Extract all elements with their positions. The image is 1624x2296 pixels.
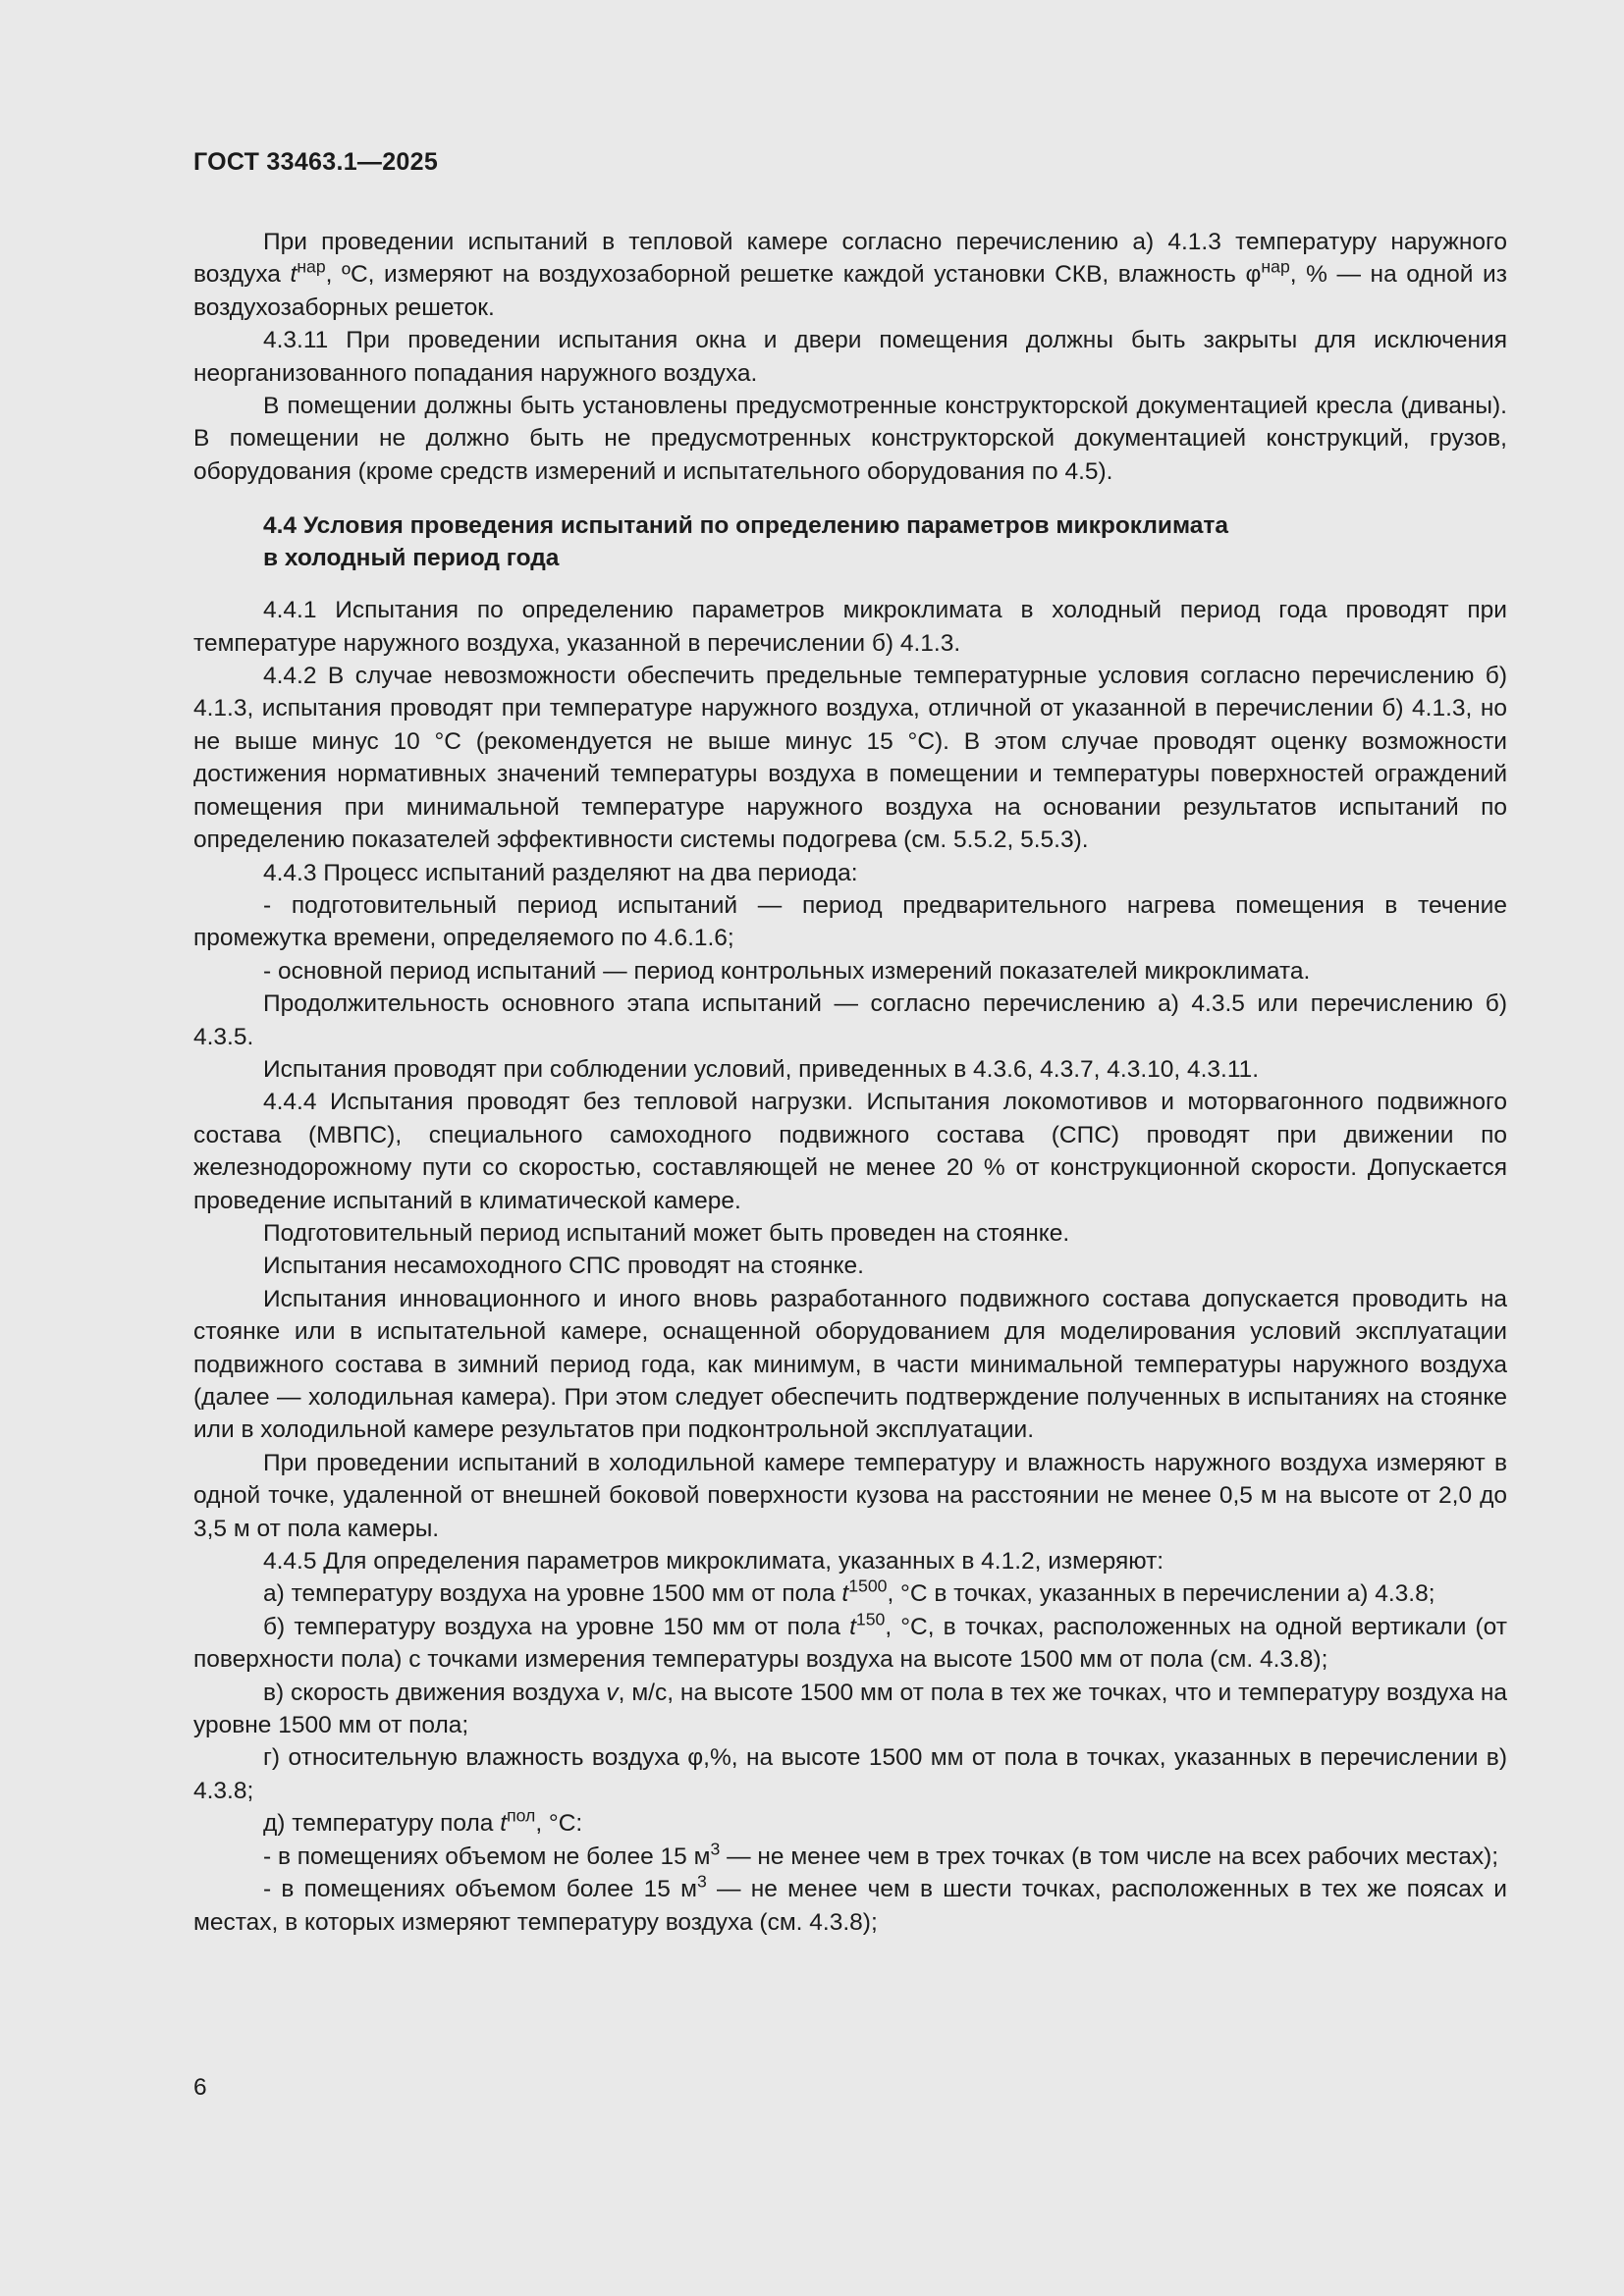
paragraph: 4.4.3 Процесс испытаний разделяют на два периода: <box>263 859 858 886</box>
page-body <box>193 226 1507 1939</box>
paragraph: - в помещениях объемом не более 15 $м^3$ — не менее чем в трех точках (в том числе на всех рабочих местах); <box>263 1839 1499 1870</box>
paragraph: Продолжительность основного этапа испытаний — согласно перечислению а) 4.3.5 или перечислению б) 4.3.5. <box>193 990 1507 1050</box>
page-number: 6 <box>193 2074 207 2101</box>
paragraph: При проведении испытаний в холодильной камере температуру и влажность наружного воздуха измеряют в одной точке, удаленной от внешней боковой поверхности кузова на расстоянии не менее 0,5 м на высоте от 2,0 до 3,5 м от пола камеры. <box>193 1449 1507 1542</box>
section-heading-line: в холодный период года <box>263 545 560 572</box>
paragraph: 4.3.11 При проведении испытания окна и двери помещения должны быть закрыты для исключения неорганизованного попадания наружного воздуха. <box>193 327 1507 387</box>
paragraph: д) температуру пола $t^{пол}$, °С: <box>263 1805 583 1838</box>
paragraph: Испытания несамоходного СПС проводят на стоянке. <box>263 1253 864 1280</box>
section-heading-line: 4.4 Условия проведения испытаний по определению параметров микроклимата <box>263 512 1229 540</box>
paragraph: 4.4.4 Испытания проводят без тепловой нагрузки. Испытания локомотивов и моторвагонного подвижного состава (МВПС), специального самоходного подвижного состава (СПС) проводят при движении по железнодорожному пути со скоростью, составляющей не менее 20 % от конструкционной скорости. Допускается проведение испытаний в климатической камере. <box>193 1089 1507 1214</box>
paragraph: Испытания проводят при соблюдении условий, приведенных в 4.3.6, 4.3.7, 4.3.10, 4.3.11. <box>263 1055 1260 1083</box>
paragraph: 4.4.1 Испытания по определению параметров микроклимата в холодный период года проводят при температуре наружного воздуха, указанной в перечислении б) 4.1.3. <box>193 597 1507 657</box>
paragraph: в) скорость движения воздуха v, м/с, на высоте 1500 мм от пола в тех же точках, что и температуру воздуха на уровне 1500 мм от пола; <box>193 1679 1508 1739</box>
paragraph: - в помещениях объемом более 15 $м^3$ — не менее чем в шести точках, расположенных в тех же поясах и местах, в которых измеряют температуру воздуха (см. 4.3.8); <box>193 1871 1507 1936</box>
paragraph: б) температуру воздуха на уровне 150 мм от пола $t^{150}$, °С, в точках, расположенных на одной вертикали (от поверхности пола) с точками измерения температуры воздуха на высоте 1500 мм от пола (см. 4.3.8); <box>193 1609 1507 1674</box>
paragraph: а) температуру воздуха на уровне 1500 мм от пола $t^{1500}$, °С в точках, указанных в перечислении а) 4.3.8; <box>263 1575 1435 1608</box>
paragraph: - основной период испытаний — период контрольных измерений показателей микроклимата. <box>263 957 1311 985</box>
document-code-header: ГОСТ 33463.1—2025 <box>193 148 439 176</box>
paragraph: 4.4.2 В случае невозможности обеспечить предельные температурные условия согласно перечислению б) 4.1.3, испытания проводят при температуре наружного воздуха, отличной от указанной в перечислении б) 4.1.3, но не выше минус 10 °С (рекомендуется не выше минус 15 °С). В этом случае проводят оценку возможности достижения нормативных значений температуры воздуха в помещении и температуры поверхностей ограждений помещения при минимальной температуре наружного воздуха на основании результатов испытаний по определению показателей эффективности системы подогрева (см. 5.5.2, 5.5.3). <box>193 663 1507 854</box>
paragraph: Подготовительный период испытаний может быть проведен на стоянке. <box>263 1219 1070 1247</box>
paragraph: В помещении должны быть установлены предусмотренные конструкторской документацией кресла (диваны). В помещении не должно быть не предусмотренных конструкторской документацией конструкций, грузов, оборудования (кроме средств измерений и испытательного оборудования по 4.5). <box>193 393 1507 485</box>
paragraph: При проведении испытаний в тепловой камере согласно перечислению а) 4.1.3 температуру наружного воздуха $t^{нар}$, ºС, измеряют на воздухозаборной решетке каждой установки СКВ, влажность $\varphi^{нар}$, % — на одной из воздухозаборных решеток. <box>193 229 1507 321</box>
section-heading <box>263 509 1507 574</box>
paragraph: Испытания инновационного и иного вновь разработанного подвижного состава допускается проводить на стоянке или в испытательной камере, оснащенной оборудованием для моделирования условий эксплуатации подвижного состава в зимний период года, как минимум, в части минимальной температуры наружного воздуха (далее — холодильная камера). При этом следует обеспечить подтверждение полученных в испытаниях на стоянке или в холодильной камере результатов при подконтрольной эксплуатации. <box>193 1285 1507 1444</box>
paragraph: г) относительную влажность воздуха φ,%, на высоте 1500 мм от пола в точках, указанных в перечислении в) 4.3.8; <box>193 1744 1507 1804</box>
paragraph: 4.4.5 Для определения параметров микроклимата, указанных в 4.1.2, измеряют: <box>263 1548 1164 1575</box>
paragraph: - подготовительный период испытаний — период предварительного нагрева помещения в течение промежутка времени, определяемого по 4.6.1.6; <box>193 891 1507 952</box>
